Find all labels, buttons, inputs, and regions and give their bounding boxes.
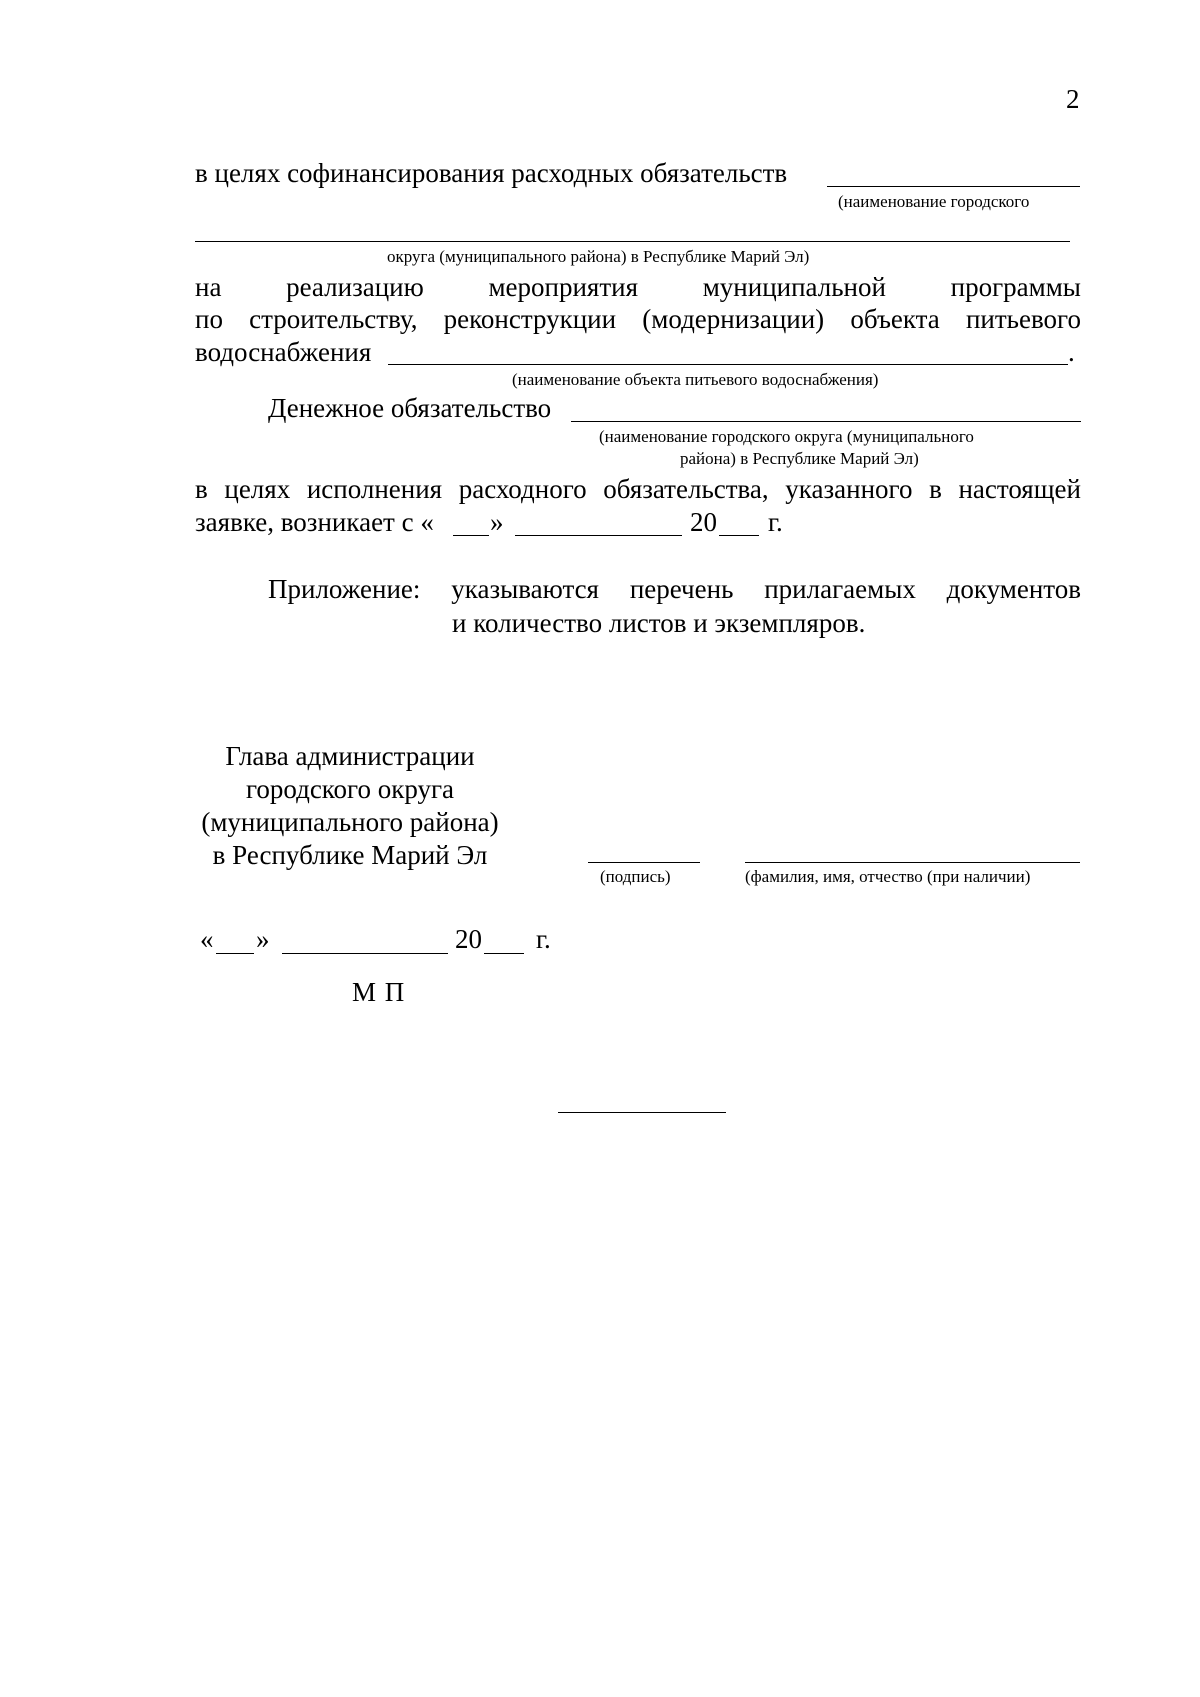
word: по [195, 304, 223, 334]
word: реконструкции [443, 304, 617, 334]
word: мероприятия [488, 272, 639, 302]
execution-line [195, 476, 1081, 503]
cofinancing-text: в целях софинансирования расходных обязательств [195, 158, 788, 188]
word: документов [946, 574, 1081, 604]
word: прилагаемых [764, 574, 916, 604]
arises-quote-close: » [490, 507, 504, 537]
signer-block [190, 740, 510, 872]
note-full-name: (фамилия, имя, отчество (при наличии) [745, 867, 1031, 886]
word: указанного [785, 474, 913, 504]
word: исполнения [306, 474, 443, 504]
note-city-name-part2: округа (муниципального района) в Республике Марий Эл) [387, 247, 810, 266]
word: питьевого [965, 304, 1081, 334]
word: расходного [458, 474, 587, 504]
city-name-blank[interactable] [827, 186, 1080, 187]
word: программы [950, 272, 1081, 302]
word: обязательства, [603, 474, 769, 504]
word: объекта [850, 304, 940, 334]
arises-day-blank[interactable] [453, 535, 489, 536]
stamp-place-label: М П [352, 977, 406, 1007]
word: перечень [629, 574, 734, 604]
appendix-line-2: и количество листов и экземпляров. [452, 608, 866, 638]
word: строительству, [249, 304, 418, 334]
note-city-name-part1: (наименование городского [838, 192, 1030, 211]
note-signature: (подпись) [600, 867, 671, 886]
word: целях [224, 474, 291, 504]
note-obligation-line2: района) в Республике Марий Эл) [680, 449, 919, 468]
date-month-blank[interactable] [282, 953, 448, 954]
word: реализацию [286, 272, 424, 302]
date-year-blank[interactable] [484, 953, 524, 954]
line-end-period: . [1068, 337, 1075, 367]
arises-text: заявке, возникает с « [195, 507, 434, 537]
obligation-name-blank[interactable] [571, 421, 1081, 422]
word: указываются [451, 574, 599, 604]
word: Приложение: [268, 574, 421, 604]
full-name-blank[interactable] [745, 862, 1080, 863]
word: (модернизации) [642, 304, 825, 334]
note-object-name: (наименование объекта питьевого водоснабжения) [512, 370, 879, 389]
word: на [195, 272, 222, 302]
object-name-blank[interactable] [388, 364, 1068, 365]
date-year-prefix: 20 [455, 924, 482, 954]
word: муниципальной [702, 272, 886, 302]
signer-line: Глава администрации [225, 741, 475, 771]
program-line [195, 274, 1081, 301]
note-obligation-line1: (наименование городского округа (муниципального [599, 427, 974, 446]
obligation-label: Денежное обязательство [268, 393, 552, 423]
closing-separator [558, 1112, 726, 1113]
arises-month-blank[interactable] [515, 535, 682, 536]
signer-line: (муниципального района) [201, 807, 499, 837]
date-day-blank[interactable] [216, 953, 254, 954]
word: в [195, 474, 208, 504]
appendix-line [268, 576, 1081, 603]
word: в [929, 474, 942, 504]
arises-year-suffix: г. [768, 507, 783, 537]
word: настоящей [958, 474, 1081, 504]
page-number: 2 [1066, 84, 1080, 114]
arises-year-blank[interactable] [719, 535, 759, 536]
water-supply-text: водоснабжения [195, 337, 372, 367]
signature-blank[interactable] [588, 862, 700, 863]
signer-line: в Республике Марий Эл [212, 840, 488, 870]
date-quote-open: « [200, 924, 214, 954]
city-name-blank-continued[interactable] [195, 241, 1070, 242]
date-year-suffix: г. [536, 924, 551, 954]
signer-line: городского округа [245, 774, 455, 804]
arises-year-prefix: 20 [690, 507, 717, 537]
construction-line [195, 306, 1081, 333]
date-quote-close: » [256, 924, 270, 954]
